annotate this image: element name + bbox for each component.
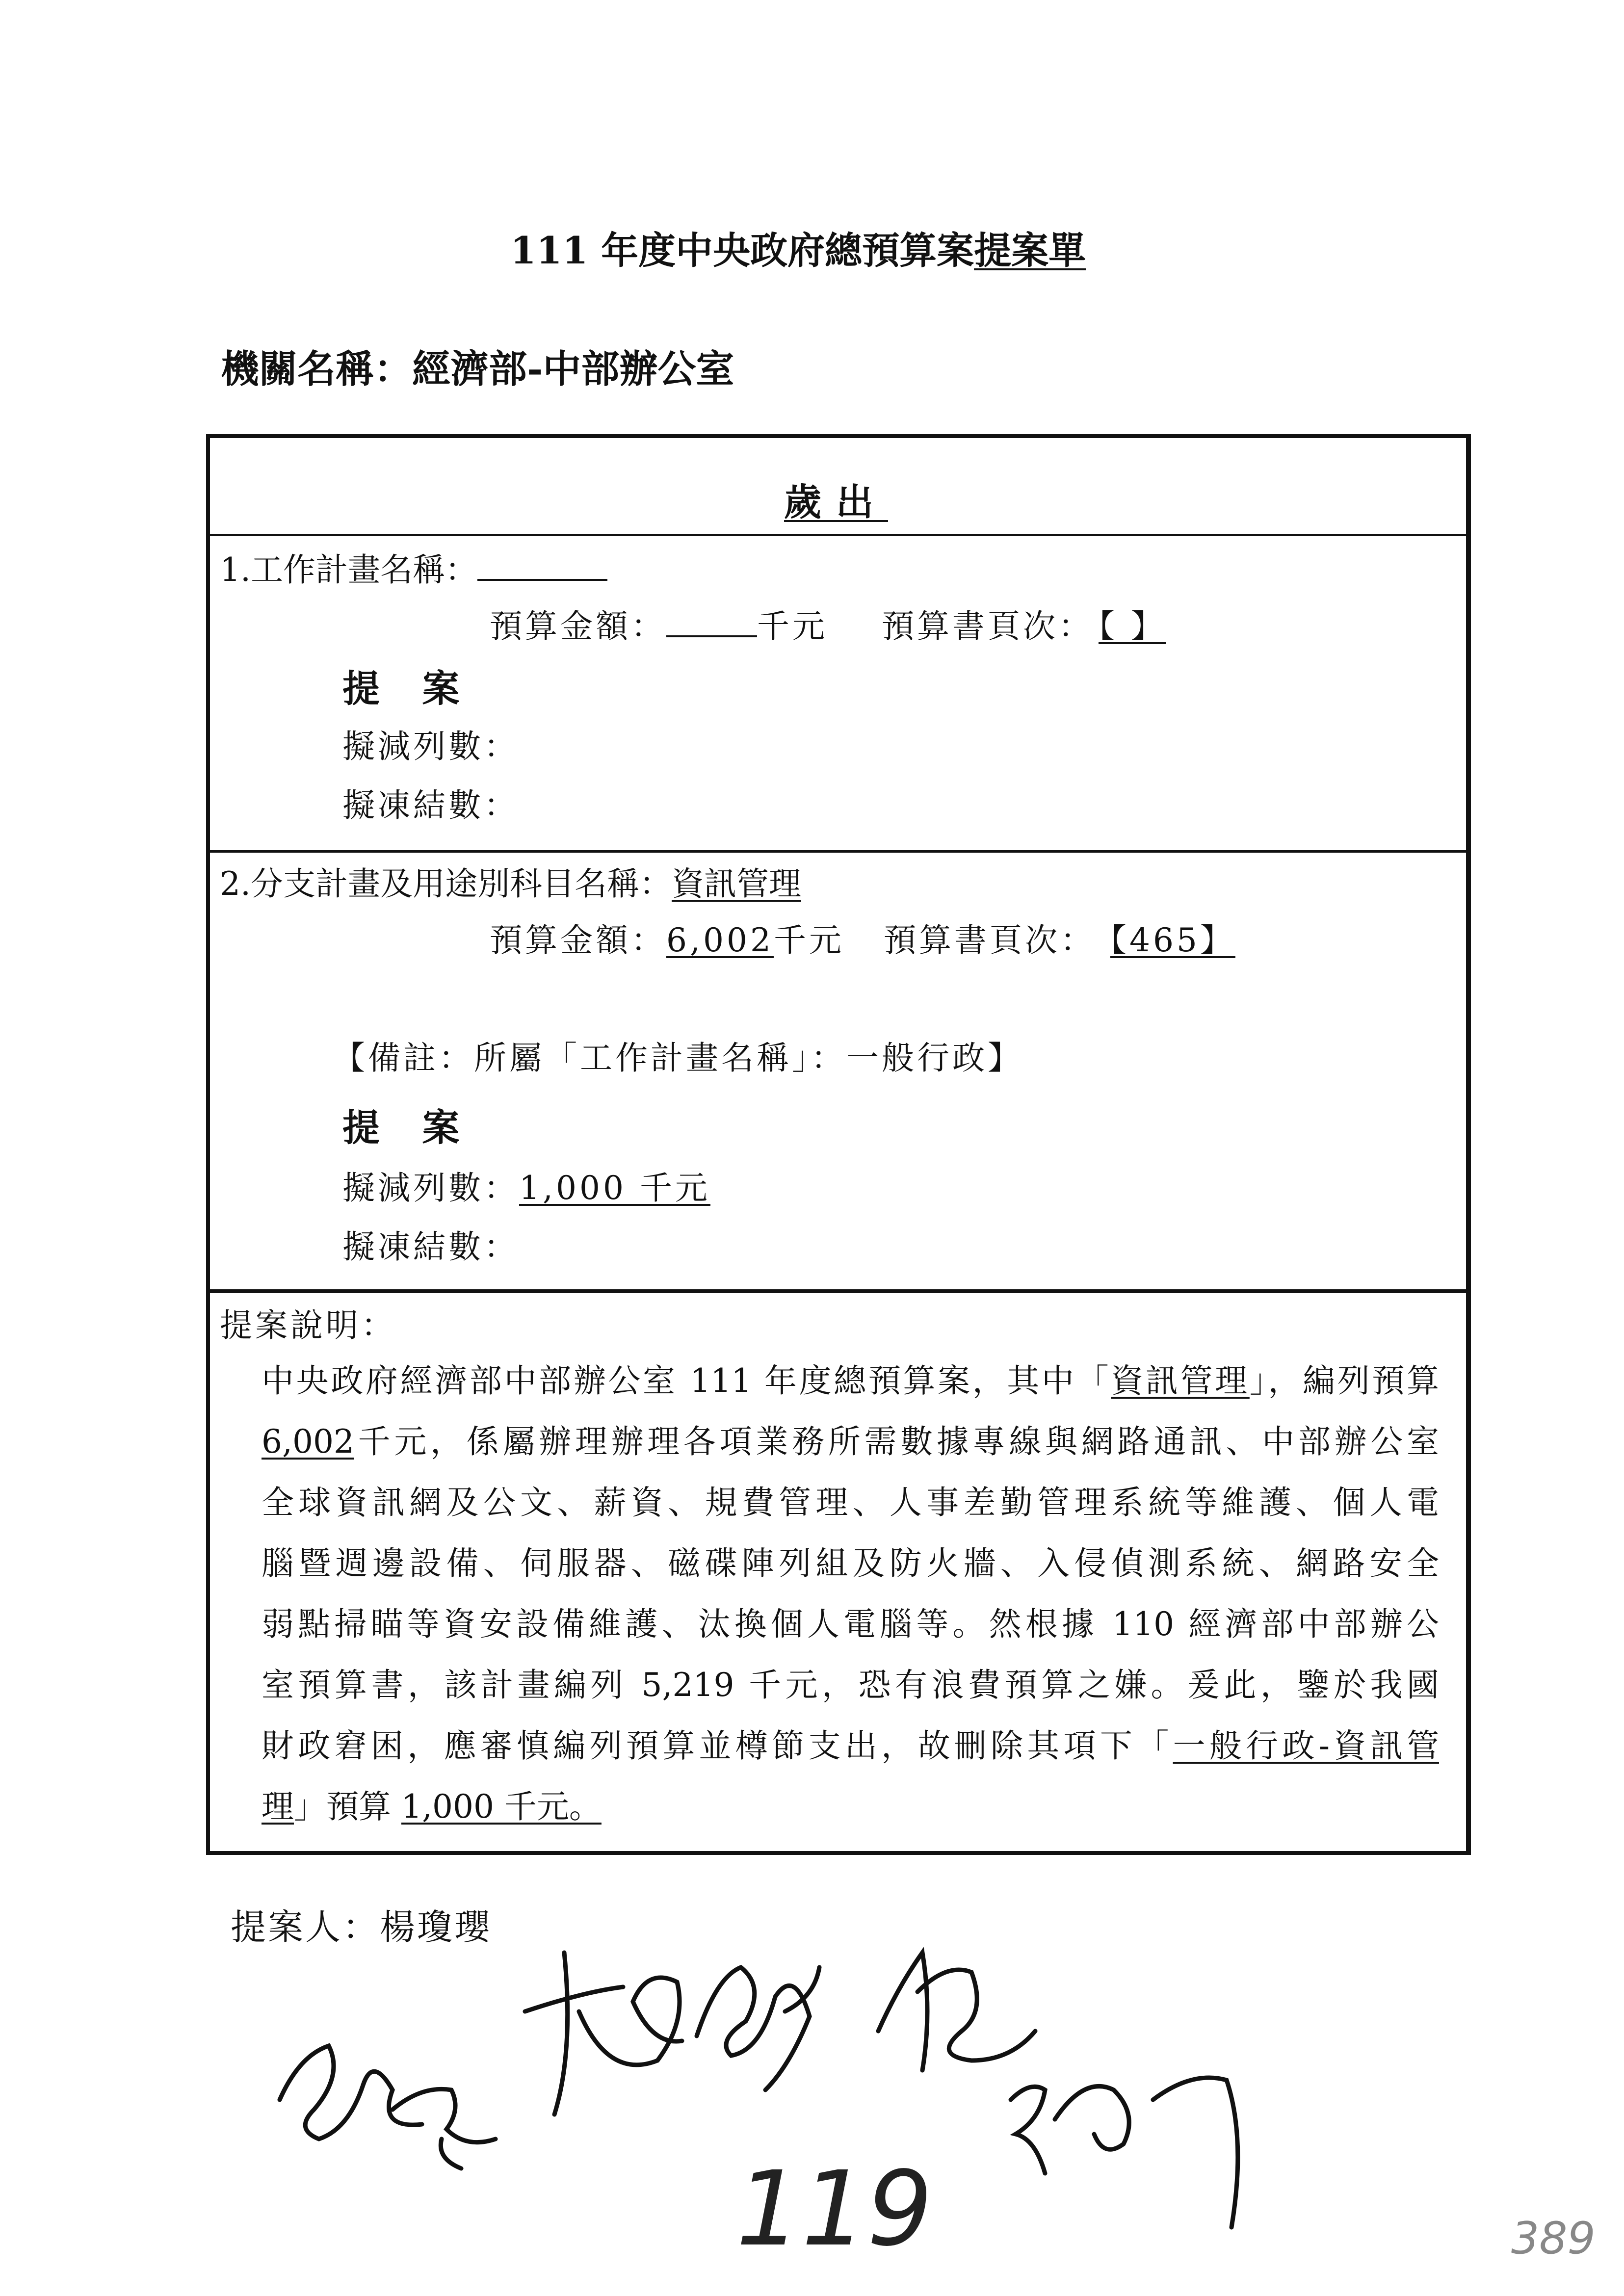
- item2-page-value: 【465】: [1110, 921, 1235, 959]
- item1-freeze-label: 擬凍結數：: [342, 786, 519, 824]
- item2-reduce-value: 1,000 千元: [519, 1169, 710, 1207]
- explanation-segment: 中央政府經濟部中部辦公室 111 年度總預算案，其中「: [262, 1362, 1111, 1400]
- explanation-line: [262, 1351, 1439, 1411]
- explanation-segment: 」預算: [294, 1788, 401, 1826]
- explanation-line: [262, 1776, 1439, 1837]
- item2-budget-value: 6,002: [666, 921, 774, 959]
- item2-reduce-label: 擬減列數：: [342, 1169, 519, 1207]
- signature-1: [525, 1953, 682, 2114]
- item2-note: 【備註：所屬「工作計畫名稱」：一般行政】: [333, 1039, 1023, 1077]
- divider: [210, 850, 1466, 853]
- explanation-segment: 理: [262, 1788, 294, 1826]
- item2-page-label: 預算書頁次：: [883, 921, 1096, 959]
- explanation-label: 提案說明：: [220, 1306, 396, 1344]
- item2-budget: [490, 914, 1270, 961]
- explanation-segment: 一般行政-資訊管: [1173, 1727, 1439, 1765]
- item2-unit: 千元: [773, 921, 844, 959]
- item2-freeze-label: 擬凍結數：: [342, 1228, 519, 1266]
- item1-page-label: 預算書頁次：: [882, 607, 1094, 645]
- title-text: 111 年度中央政府總預算案: [510, 229, 974, 272]
- item2-proposal-heading: 提 案: [342, 1106, 474, 1149]
- explanation-line: [262, 1716, 1439, 1776]
- explanation-line: [262, 1655, 1439, 1716]
- explanation-line: [262, 1472, 1439, 1533]
- divider: [210, 1289, 1466, 1293]
- explanation-line: [262, 1411, 1439, 1472]
- signature-5: [1011, 2078, 1238, 2227]
- item1-page-value: 【 】: [1099, 607, 1166, 645]
- page-number: 389: [1511, 2213, 1596, 2264]
- explanation-segment: 全球資訊網及公文、薪資、規費管理、人事差勤管理系統等維護、個人電: [262, 1484, 1439, 1521]
- explanation-segment: 資訊管理: [1111, 1362, 1250, 1400]
- item2-reduce: [342, 1162, 710, 1208]
- item1-budget-blank: [666, 608, 757, 637]
- item1-name: [220, 544, 607, 590]
- explanation-segment: 腦暨週邊設備、伺服器、磁碟陣列組及防火牆、入侵偵測系統、網路安全: [262, 1544, 1439, 1582]
- agency-name: 機關名稱：經濟部-中部辦公室: [221, 347, 734, 391]
- proposer: 提案人：楊瓊瓔: [231, 1906, 492, 1948]
- signature-3: [878, 1953, 1035, 2070]
- proposal-table: [206, 434, 1471, 1855]
- item1-name-label: 1.工作計畫名稱：: [220, 551, 477, 589]
- page-title: [510, 221, 1086, 274]
- item2-budget-label: 預算金額：: [490, 921, 666, 959]
- explanation-line: [262, 1594, 1439, 1655]
- explanation-segment: 6,002: [262, 1423, 354, 1461]
- item1-proposal-heading: 提 案: [342, 667, 474, 710]
- item2-name: [220, 858, 801, 904]
- explanation-segment: 」，編列預算: [1249, 1362, 1440, 1400]
- title-underlined: 提案單: [974, 229, 1086, 272]
- item1-budget: [490, 600, 1196, 647]
- item1-reduce-label: 擬減列數：: [342, 728, 519, 765]
- explanation-line: [262, 1533, 1439, 1594]
- signature-4: [280, 2046, 496, 2168]
- explanation-segment: 室預算書，該計畫編列 5,219 千元，恐有浪費預算之嫌。爰此，鑒於我國: [262, 1666, 1439, 1704]
- item1-budget-label: 預算金額：: [490, 607, 666, 645]
- signature-2: [697, 1967, 819, 2090]
- explanation-segment: 弱點掃瞄等資安設備維護、汰換個人電腦等。然根據 110 經濟部中部辦公: [262, 1605, 1439, 1643]
- handwritten-number: 119: [736, 2149, 933, 2269]
- item1-unit: 千元: [757, 607, 828, 645]
- explanation-segment: 財政窘困，應審慎編列預算並樽節支出，故刪除其項下「: [262, 1727, 1173, 1765]
- divider: [210, 534, 1466, 536]
- explanation-text: [262, 1351, 1439, 1837]
- section-header: 歲出: [784, 480, 888, 524]
- explanation-segment: 1,000 千元。: [401, 1788, 602, 1826]
- explanation-segment: 千元，係屬辦理辦理各項業務所需數據專線與網路通訊、中部辦公室: [354, 1423, 1439, 1461]
- item2-name-value: 資訊管理: [671, 865, 801, 903]
- item2-name-label: 2.分支計畫及用途別科目名稱：: [220, 865, 672, 903]
- item1-name-blank: [477, 551, 607, 581]
